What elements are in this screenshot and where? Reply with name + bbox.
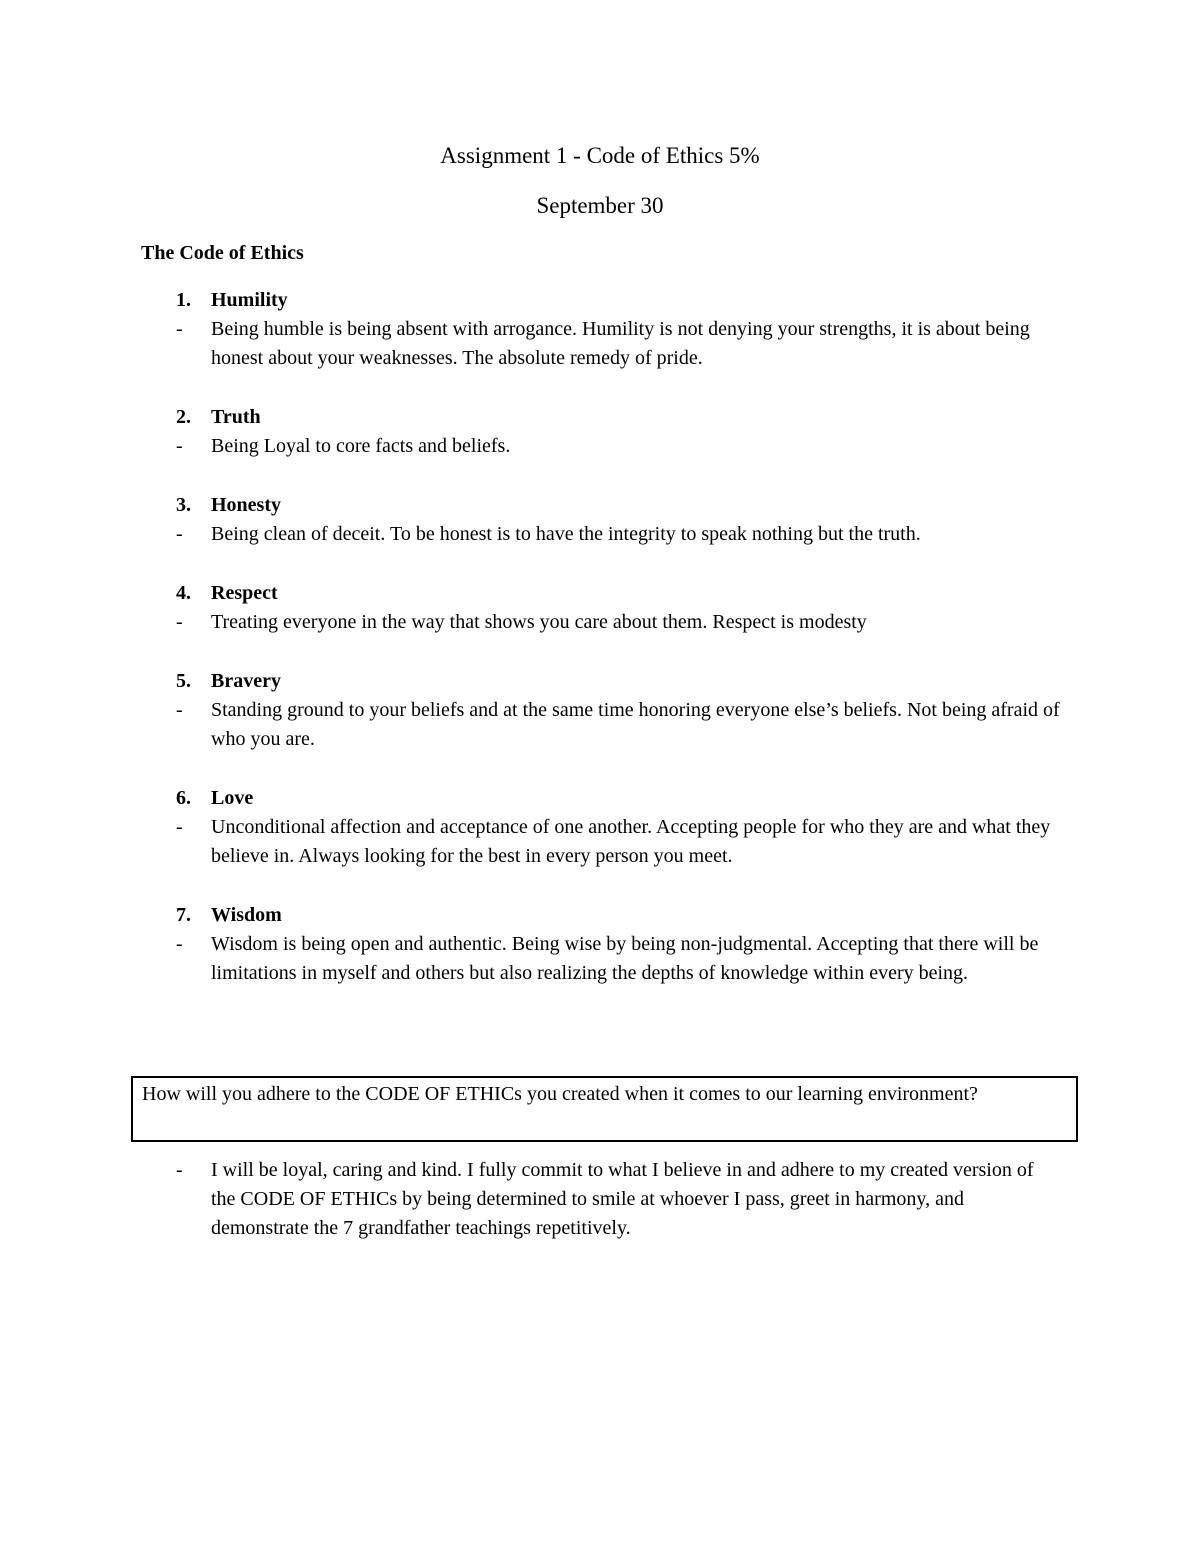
- ethic-name: Bravery: [211, 670, 281, 692]
- ethic-description: Wisdom is being open and authentic. Being wise by being non-judgmental. Accepting that there will be limitations in myself and others but also realizing the depths of knowledge within every being.: [211, 933, 1039, 984]
- dash-bullet: -: [176, 699, 183, 721]
- ethic-description: Standing ground to your beliefs and at the same time honoring everyone else’s beliefs. Not being afraid of who you are.: [211, 699, 1060, 750]
- ethic-description: Unconditional affection and acceptance of one another. Accepting people for who they are and what they believe in. Always looking for the best in every person you meet.: [211, 816, 1051, 867]
- ethic-item-respect: [141, 579, 1081, 637]
- ethic-number: 2.: [176, 406, 191, 428]
- dash-bullet: -: [176, 318, 183, 340]
- ethic-item-love: [141, 784, 1081, 871]
- ethic-name: Humility: [211, 289, 288, 311]
- ethics-list: [141, 286, 1081, 1018]
- ethic-name: Wisdom: [211, 904, 282, 926]
- ethic-description: Being humble is being absent with arrogance. Humility is not denying your strengths, it is about being honest about your weaknesses. The absolute remedy of pride.: [211, 318, 1030, 369]
- ethic-item-humility: [141, 286, 1081, 373]
- ethic-name: Respect: [211, 582, 278, 604]
- answer-paragraph: [141, 1156, 1061, 1243]
- dash-bullet: -: [176, 1159, 183, 1181]
- dash-bullet: -: [176, 933, 183, 955]
- ethic-number: 3.: [176, 494, 191, 516]
- dash-bullet: -: [176, 523, 183, 545]
- dash-bullet: -: [176, 611, 183, 633]
- ethic-name: Truth: [211, 406, 261, 428]
- ethic-number: 4.: [176, 582, 191, 604]
- ethic-description: Being Loyal to core facts and beliefs.: [211, 435, 511, 457]
- question-box: How will you adhere to the CODE OF ETHICs you created when it comes to our learning environment?: [131, 1076, 1078, 1142]
- document-date: September 30: [536, 193, 664, 218]
- ethic-item-wisdom: [141, 901, 1081, 988]
- ethic-description: Treating everyone in the way that shows you care about them. Respect is modesty: [211, 611, 867, 633]
- ethic-number: 7.: [176, 904, 191, 926]
- ethic-name: Love: [211, 787, 254, 809]
- document-title: Assignment 1 - Code of Ethics 5%: [440, 143, 760, 168]
- dash-bullet: -: [176, 435, 183, 457]
- ethic-description: Being clean of deceit. To be honest is to have the integrity to speak nothing but the truth.: [211, 523, 921, 545]
- ethic-item-honesty: [141, 491, 1081, 549]
- section-heading: The Code of Ethics: [141, 242, 304, 264]
- ethic-name: Honesty: [211, 494, 281, 516]
- dash-bullet: -: [176, 816, 183, 838]
- ethic-number: 6.: [176, 787, 191, 809]
- ethic-item-truth: [141, 403, 1081, 461]
- answer-text: I will be loyal, caring and kind. I fully commit to what I believe in and adhere to my created version of the CODE OF ETHICs by being determined to smile at whoever I pass, greet in harmony, and demonstrate the 7 grandfather teachings repetitively.: [211, 1159, 1034, 1239]
- ethic-item-bravery: [141, 667, 1081, 754]
- ethic-number: 5.: [176, 670, 191, 692]
- ethic-number: 1.: [176, 289, 191, 311]
